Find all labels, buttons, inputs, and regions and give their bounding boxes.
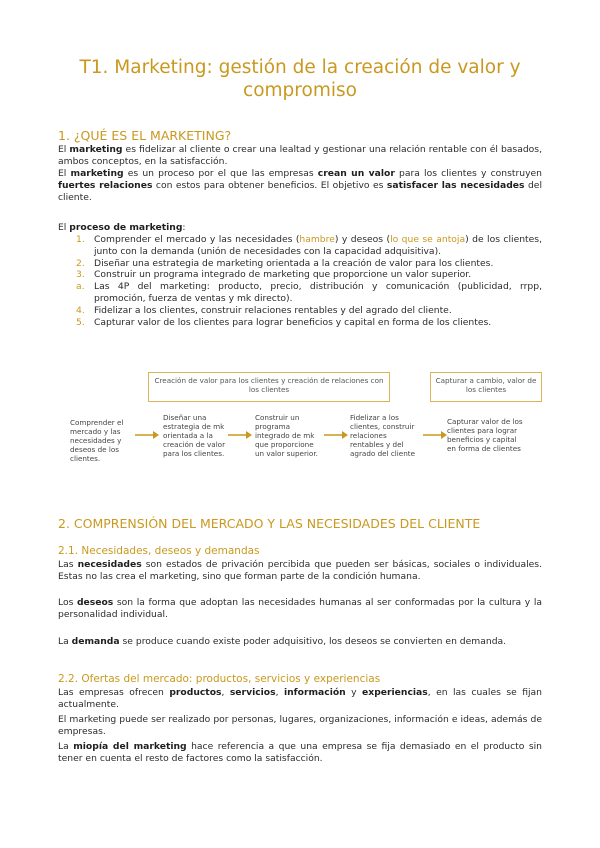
list-item: 2. Diseñar una estrategia de marketing orientada a la creación de valor para los clientes. [76, 257, 494, 269]
subsection-2-2-heading: 2.2. Ofertas del mercado: productos, servicios y experiencias [58, 673, 381, 685]
section1-paragraph-2: El marketing es un proceso por el que las empresas crean un valor para los clientes y construyen fuertes relaciones con estos para obtener beneficios. El objetivo es satisfacer las necesidades del cliente. [58, 168, 543, 203]
document-title: T1. Marketing: gestión de la creación de valor y compromiso [79, 57, 521, 101]
section2-paragraph-wants: Los deseos son la forma que adoptan las necesidades humanas al ser conformadas por la cultura y la personalidad individual. [58, 597, 542, 620]
section2-paragraph-offers: Las empresas ofrecen productos, servicios, información y experiencias, en las cuales se fijan actualmente. [58, 687, 542, 710]
section1-heading: 1. ¿QUÉ ES EL MARKETING? [58, 128, 232, 143]
list-item: 5. Capturar valor de los clientes para lograr beneficios y capital en forma de los clientes. [76, 316, 492, 328]
process-steps-list [58, 234, 542, 328]
list-item: 1. Comprender el mercado y las necesidades (hambre) y deseos (lo que se antoja) de los clientes, junto con la demanda (unión de necesidades con la capacidad adquisitiva). [76, 234, 543, 257]
arrow-right-icon [422, 430, 448, 440]
arrow-right-icon [227, 430, 253, 440]
diagram-step-5: Capturar valor de los clientes para lograr beneficios y capital en forma de clientes [447, 417, 523, 453]
list-subitem: a. Las 4P del marketing: producto, precio, distribución y comunicación (publicidad, rrpp, promoción, fuerza de ventas y mk directo). [76, 281, 542, 304]
arrow-right-icon [323, 430, 349, 440]
value-capture-label: Capturar a cambio, valor de los clientes [435, 376, 537, 394]
section2-paragraph-myopia: La miopía del marketing hace referencia a que una empresa se fija demasiado en el producto sin tener en cuenta el resto de factores como la satisfacción. [58, 741, 543, 764]
section2-paragraph-demand: La demanda se produce cuando existe poder adquisitivo, los deseos se convierten en demanda. [58, 636, 507, 647]
section2-paragraph-needs: Las necesidades son estados de privación percibida que pueden ser básicas, sociales o individuales. Estas no las crea el marketing, sino que forman parte de la condición humana. [58, 559, 542, 582]
diagram-step-2: Diseñar una estrategia de mk orientada a la creación de valor para los clientes. [163, 413, 226, 458]
section1-paragraph-1: El marketing es fidelizar al cliente o crear una lealtad y gestionar una relación rentable con él basados, ambos conceptos, en la satisfacción. [58, 144, 543, 167]
section2-paragraph-actors: El marketing puede ser realizado por personas, lugares, organizaciones, información e ideas, además de empresas. [58, 714, 542, 737]
section2-heading: 2. COMPRENSIÓN DEL MERCADO Y LAS NECESIDADES DEL CLIENTE [58, 516, 481, 531]
section1-paragraph-3: El proceso de marketing: [58, 222, 186, 233]
list-item: 3. Construir un programa integrado de marketing que proporcione un valor superior. [76, 269, 472, 281]
value-creation-label: Creación de valor para los clientes y creación de relaciones con los clientes [154, 376, 384, 394]
diagram-step-3: Construir un programa integrado de mk que proporcione un valor superior. [255, 413, 318, 458]
subsection-2-1-heading: 2.1. Necesidades, deseos y demandas [58, 545, 260, 557]
diagram-step-1: Comprender el mercado y las necesidades y deseos de los clientes. [70, 418, 124, 463]
diagram-step-4: Fidelizar a los clientes, construir relaciones rentables y del agrado del cliente [350, 413, 415, 458]
arrow-right-icon [134, 430, 160, 440]
list-item: 4. Fidelizar a los clientes, construir relaciones rentables y del agrado del cliente. [76, 304, 452, 316]
